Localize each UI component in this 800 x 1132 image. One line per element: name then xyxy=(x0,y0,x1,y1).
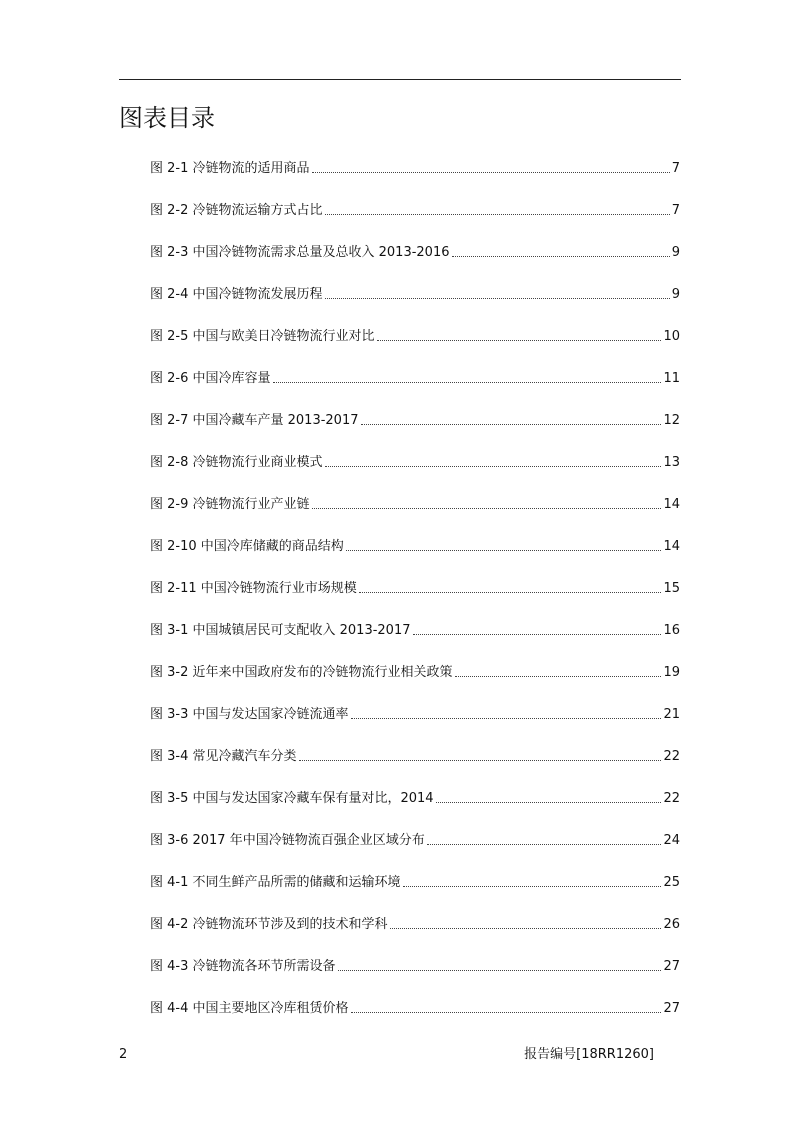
toc-entry[interactable] xyxy=(150,777,680,819)
toc-entry-page: 21 xyxy=(663,707,680,722)
toc-entry[interactable] xyxy=(150,693,680,735)
toc-entry-label: 图 2-7 中国冷藏车产量 2013-2017 xyxy=(150,413,359,428)
toc-entry-page: 7 xyxy=(671,161,680,176)
toc-entry[interactable] xyxy=(150,861,680,903)
toc-entry[interactable] xyxy=(150,147,680,189)
toc-entry[interactable] xyxy=(150,315,680,357)
toc-entry[interactable] xyxy=(150,399,680,441)
toc-entry-label: 图 2-10 中国冷库储藏的商品结构 xyxy=(150,539,344,554)
toc-entry-label: 图 3-5 中国与发达国家冷藏车保有量对比，2014 xyxy=(150,791,434,806)
toc-entry-label: 图 4-1 不同生鲜产品所需的储藏和运输环境 xyxy=(150,875,401,890)
toc-entry-label: 图 2-5 中国与欧美日冷链物流行业对比 xyxy=(150,329,375,344)
dot-leader xyxy=(338,970,662,971)
toc-entry-label: 图 3-4 常见冷藏汽车分类 xyxy=(150,749,297,764)
toc-entry-page: 10 xyxy=(663,329,680,344)
dot-leader xyxy=(325,214,670,215)
dot-leader xyxy=(403,886,662,887)
toc-entry[interactable] xyxy=(150,735,680,777)
dot-leader xyxy=(452,256,670,257)
dot-leader xyxy=(299,760,662,761)
toc-entry-page: 27 xyxy=(663,959,680,974)
toc-entry[interactable] xyxy=(150,651,680,693)
toc-entry-page: 7 xyxy=(671,203,680,218)
dot-leader xyxy=(351,1012,662,1013)
toc-entry[interactable] xyxy=(150,441,680,483)
dot-leader xyxy=(455,676,662,677)
dot-leader xyxy=(325,466,662,467)
toc-entry-label: 图 2-8 冷链物流行业商业模式 xyxy=(150,455,323,470)
toc-entry[interactable] xyxy=(150,819,680,861)
toc-entry-label: 图 4-3 冷链物流各环节所需设备 xyxy=(150,959,336,974)
toc-entry-label: 图 4-4 中国主要地区冷库租赁价格 xyxy=(150,1001,349,1016)
toc-entry[interactable] xyxy=(150,945,680,987)
toc-entry-label: 图 2-2 冷链物流运输方式占比 xyxy=(150,203,323,218)
dot-leader xyxy=(390,928,662,929)
toc-entry-page: 11 xyxy=(663,371,680,386)
toc-entry[interactable] xyxy=(150,273,680,315)
header-rule xyxy=(119,79,681,80)
toc-entry[interactable] xyxy=(150,567,680,609)
toc-entry-label: 图 2-3 中国冷链物流需求总量及总收入 2013-2016 xyxy=(150,245,450,260)
toc-entry-page: 27 xyxy=(663,1001,680,1016)
dot-leader xyxy=(351,718,662,719)
table-of-figures xyxy=(150,147,680,1029)
toc-entry-page: 26 xyxy=(663,917,680,932)
toc-entry-page: 13 xyxy=(663,455,680,470)
dot-leader xyxy=(359,592,662,593)
dot-leader xyxy=(436,802,662,803)
toc-entry-label: 图 2-1 冷链物流的适用商品 xyxy=(150,161,310,176)
toc-entry[interactable] xyxy=(150,231,680,273)
toc-entry-label: 图 2-4 中国冷链物流发展历程 xyxy=(150,287,323,302)
dot-leader xyxy=(273,382,662,383)
toc-entry-label: 图 4-2 冷链物流环节涉及到的技术和学科 xyxy=(150,917,388,932)
toc-entry-page: 25 xyxy=(663,875,680,890)
dot-leader xyxy=(325,298,670,299)
toc-entry-page: 16 xyxy=(663,623,680,638)
toc-entry[interactable] xyxy=(150,987,680,1029)
toc-entry[interactable] xyxy=(150,189,680,231)
toc-entry[interactable] xyxy=(150,483,680,525)
footer-page-number: 2 xyxy=(119,1047,128,1062)
footer-report-id: 报告编号[18RR1260] xyxy=(524,1047,654,1062)
dot-leader xyxy=(427,844,662,845)
toc-entry-page: 9 xyxy=(671,245,680,260)
toc-entry-label: 图 3-1 中国城镇居民可支配收入 2013-2017 xyxy=(150,623,411,638)
dot-leader xyxy=(361,424,662,425)
page-title: 图表目录 xyxy=(119,104,215,132)
toc-entry[interactable] xyxy=(150,525,680,567)
toc-entry-label: 图 2-6 中国冷库容量 xyxy=(150,371,271,386)
toc-entry-label: 图 3-3 中国与发达国家冷链流通率 xyxy=(150,707,349,722)
toc-entry-page: 9 xyxy=(671,287,680,302)
toc-entry[interactable] xyxy=(150,903,680,945)
dot-leader xyxy=(312,172,670,173)
dot-leader xyxy=(377,340,662,341)
toc-entry-page: 14 xyxy=(663,497,680,512)
toc-entry-page: 22 xyxy=(663,791,680,806)
toc-entry-page: 19 xyxy=(663,665,680,680)
dot-leader xyxy=(413,634,662,635)
dot-leader xyxy=(346,550,662,551)
toc-entry-page: 24 xyxy=(663,833,680,848)
toc-entry-page: 14 xyxy=(663,539,680,554)
toc-entry-label: 图 2-9 冷链物流行业产业链 xyxy=(150,497,310,512)
toc-entry[interactable] xyxy=(150,609,680,651)
toc-entry-page: 22 xyxy=(663,749,680,764)
toc-entry-label: 图 3-2 近年来中国政府发布的冷链物流行业相关政策 xyxy=(150,665,453,680)
toc-entry[interactable] xyxy=(150,357,680,399)
toc-entry-page: 15 xyxy=(663,581,680,596)
toc-entry-page: 12 xyxy=(663,413,680,428)
toc-entry-label: 图 3-6 2017 年中国冷链物流百强企业区域分布 xyxy=(150,833,425,848)
toc-entry-label: 图 2-11 中国冷链物流行业市场规模 xyxy=(150,581,357,596)
dot-leader xyxy=(312,508,662,509)
